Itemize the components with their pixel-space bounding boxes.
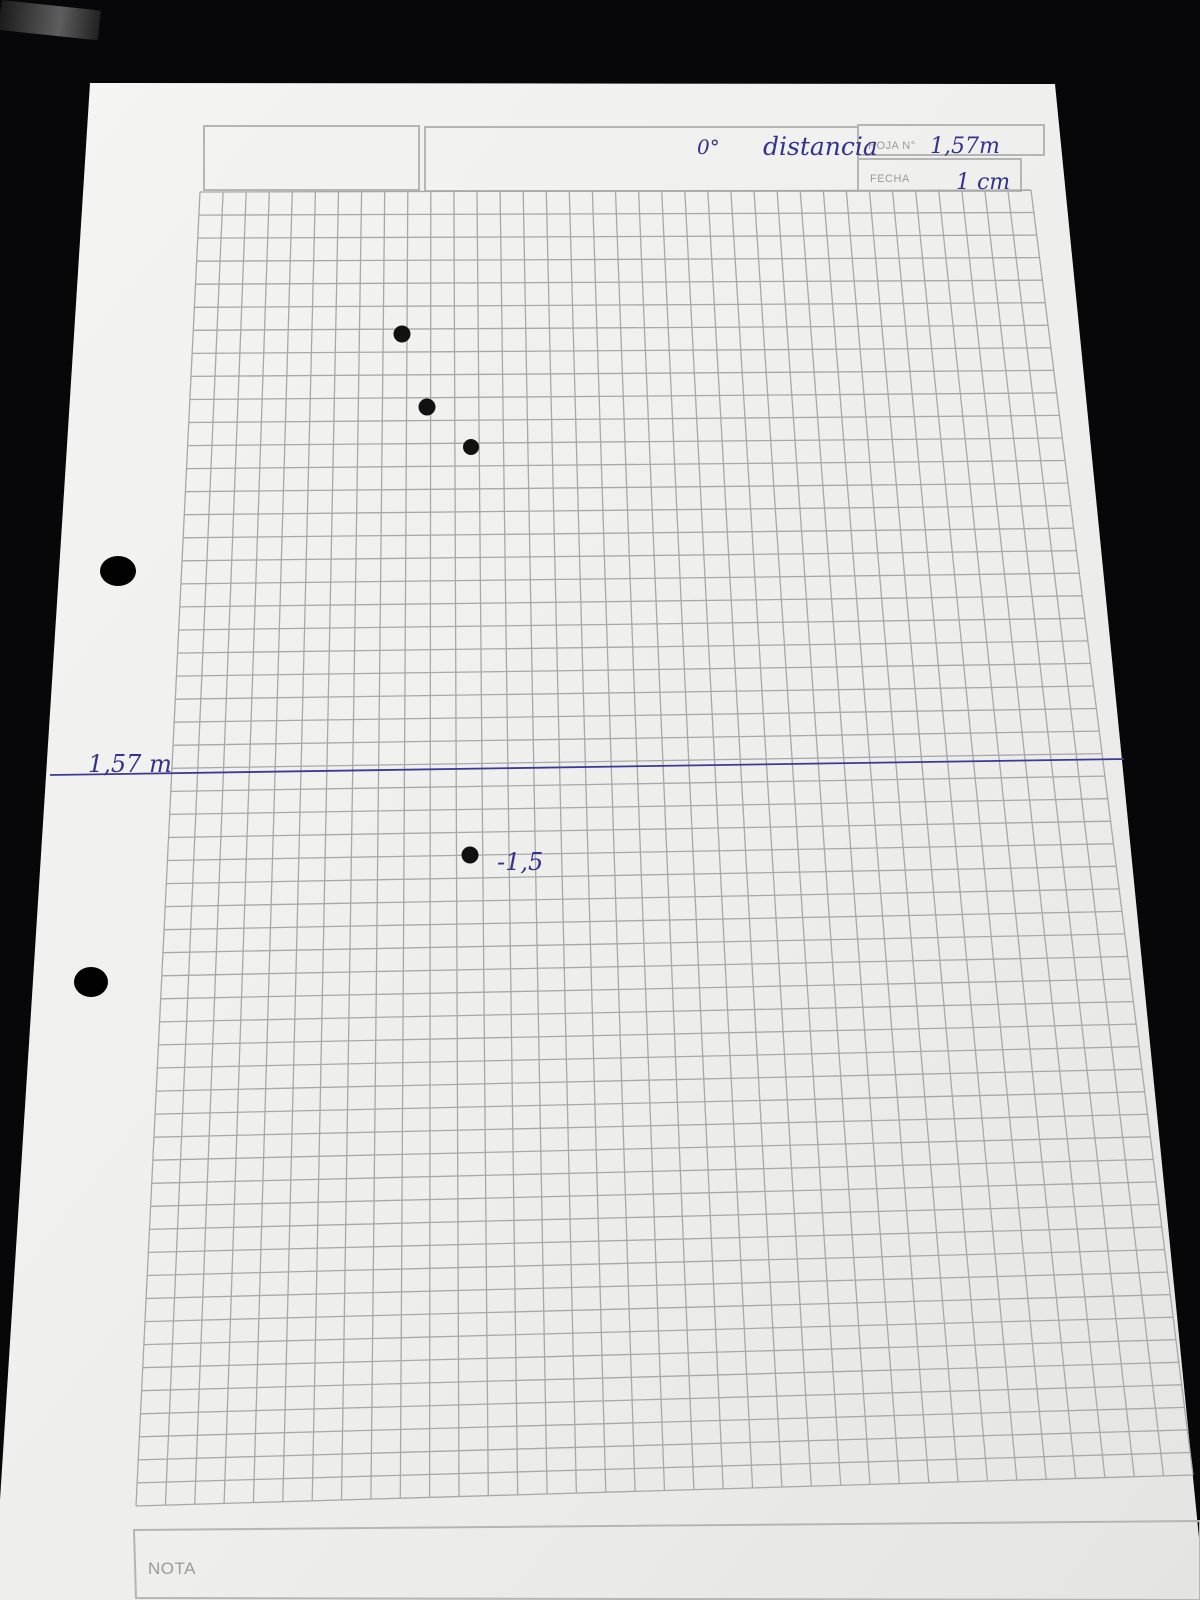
- handwritten-word: distancia: [763, 132, 878, 161]
- nota-label: NOTA: [148, 1559, 196, 1578]
- paper: [0, 83, 1200, 1600]
- handwritten-axis-label: 1,57 m: [88, 750, 172, 778]
- handwritten-point-label: -1,5: [497, 848, 544, 876]
- punch-hole-top: [100, 556, 136, 586]
- plot-point: [419, 399, 436, 416]
- handwritten-scale: 1 cm: [956, 170, 1011, 195]
- handwritten-degree: 0°: [697, 135, 720, 159]
- plot-point: [394, 326, 411, 343]
- fecha-label: FECHA: [870, 173, 910, 185]
- hoja-label: HOJA N°: [868, 140, 916, 152]
- handwritten-value: 1,57m: [930, 134, 1000, 159]
- plot-point: [463, 439, 479, 455]
- plot-point: [462, 847, 479, 864]
- punch-hole-bottom: [74, 967, 108, 997]
